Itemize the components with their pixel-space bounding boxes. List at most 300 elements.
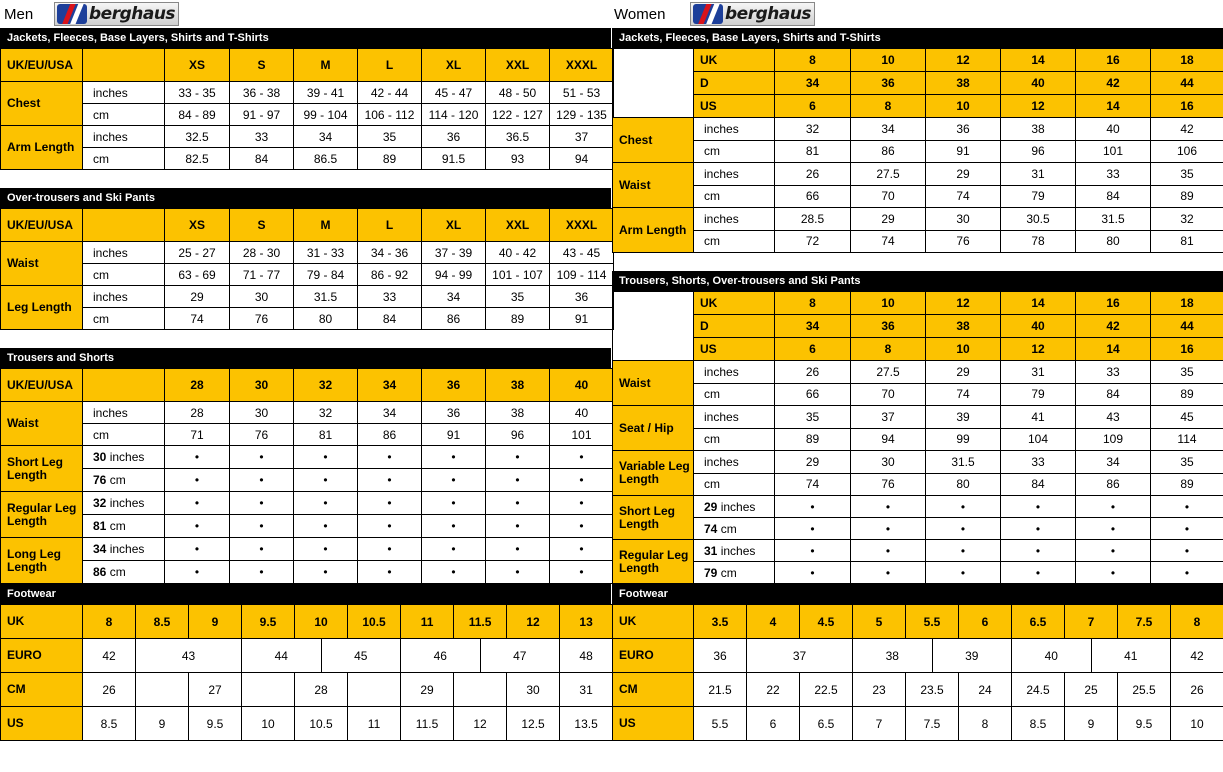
us-size: 8.5 bbox=[83, 707, 136, 741]
measure-row bbox=[613, 451, 1223, 474]
measure-row bbox=[1, 148, 614, 170]
table-cell: cm bbox=[83, 424, 165, 446]
fit-dot: • bbox=[422, 515, 486, 538]
fit-dot: • bbox=[1001, 562, 1076, 584]
row-label: Waist bbox=[613, 361, 694, 406]
size-system-label: US bbox=[694, 338, 775, 361]
size-value: 42 bbox=[1076, 72, 1151, 95]
table-cell: 33 bbox=[1076, 361, 1151, 384]
fit-dot: • bbox=[358, 469, 422, 492]
fit-dot: • bbox=[230, 561, 294, 584]
unit-label: cm bbox=[694, 185, 775, 208]
women-footwear-table bbox=[612, 604, 1223, 741]
table-cell: 89 bbox=[775, 428, 851, 451]
fit-dot: • bbox=[486, 561, 550, 584]
table-cell: 76 bbox=[926, 230, 1001, 253]
size-header: 38 bbox=[486, 369, 550, 402]
size-system-label: D bbox=[694, 72, 775, 95]
size-value: 44 bbox=[1151, 315, 1223, 338]
header-row bbox=[1, 209, 614, 242]
table-cell: 34 bbox=[358, 402, 422, 424]
leg-length-unit bbox=[83, 492, 165, 515]
table-cell: 45 - 47 bbox=[422, 82, 486, 104]
footwear-uk-row bbox=[613, 605, 1223, 639]
men-trousers-title: Trousers and Shorts bbox=[0, 348, 611, 368]
us-size: 11.5 bbox=[401, 707, 454, 741]
table-cell: 99 - 104 bbox=[294, 104, 358, 126]
unit-label: inches bbox=[694, 118, 775, 141]
table-cell: 30 bbox=[926, 208, 1001, 231]
table-cell: 122 - 127 bbox=[486, 104, 550, 126]
table-cell: 27.5 bbox=[851, 361, 926, 384]
fit-dot: • bbox=[165, 446, 230, 469]
women-gender-label: Women bbox=[614, 5, 666, 23]
table-cell: 36.5 bbox=[486, 126, 550, 148]
men-footwear-table bbox=[0, 604, 613, 741]
table-cell: 38 bbox=[1001, 118, 1076, 141]
uk-size: 8 bbox=[83, 605, 136, 639]
size-value: 8 bbox=[775, 292, 851, 315]
size-value: 14 bbox=[1001, 49, 1076, 72]
table-cell: 70 bbox=[851, 185, 926, 208]
size-value: 34 bbox=[775, 315, 851, 338]
footwear-label: UK bbox=[1, 605, 83, 639]
size-value: 12 bbox=[926, 292, 1001, 315]
header-row bbox=[1, 369, 614, 402]
fit-dot: • bbox=[775, 562, 851, 584]
table-cell: 33 bbox=[1001, 451, 1076, 474]
leg-length-value: 74 bbox=[704, 521, 718, 536]
fit-dot: • bbox=[486, 446, 550, 469]
size-value: 8 bbox=[851, 95, 926, 118]
table-cell: 25 - 27 bbox=[165, 242, 230, 264]
table-cell: 86 bbox=[358, 424, 422, 446]
cm-size: 23.5 bbox=[906, 673, 959, 707]
table-cell: 74 bbox=[926, 185, 1001, 208]
table-cell: 84 bbox=[1076, 383, 1151, 406]
table-cell: 89 bbox=[358, 148, 422, 170]
us-size: 5.5 bbox=[694, 707, 747, 741]
fit-dot: • bbox=[926, 496, 1001, 518]
size-header: 28 bbox=[165, 369, 230, 402]
fit-dot: • bbox=[230, 492, 294, 515]
leg-row bbox=[1, 446, 614, 469]
table-cell: 74 bbox=[926, 383, 1001, 406]
table-cell: 80 bbox=[926, 473, 1001, 496]
table-cell: inches bbox=[83, 402, 165, 424]
size-value: 38 bbox=[926, 315, 1001, 338]
table-cell: 79 bbox=[1001, 383, 1076, 406]
leg-label: Short Leg Length bbox=[613, 496, 694, 540]
cm-empty bbox=[348, 673, 401, 707]
table-cell: 86 bbox=[851, 140, 926, 163]
leg-length-unit bbox=[83, 561, 165, 584]
cm-size: 23 bbox=[853, 673, 906, 707]
fit-dot: • bbox=[294, 492, 358, 515]
table-cell: 32 bbox=[294, 402, 358, 424]
measure-row bbox=[613, 361, 1223, 384]
uk-size: 7 bbox=[1065, 605, 1118, 639]
size-header: S bbox=[230, 209, 294, 242]
size-row-d bbox=[613, 72, 1223, 95]
unit-label: inches bbox=[694, 208, 775, 231]
euro-size: 36 bbox=[694, 639, 747, 673]
unit-label: inches bbox=[83, 286, 165, 308]
measure-row bbox=[1, 286, 614, 308]
fit-dot: • bbox=[358, 538, 422, 561]
leg-length-unit bbox=[694, 496, 775, 518]
table-cell: 40 - 42 bbox=[486, 242, 550, 264]
berghaus-logo-icon bbox=[693, 4, 723, 24]
table-cell: 91 bbox=[926, 140, 1001, 163]
size-header: 34 bbox=[358, 369, 422, 402]
leg-length-value: 29 bbox=[704, 499, 718, 514]
size-header: L bbox=[358, 49, 422, 82]
unit-label: cm bbox=[83, 308, 165, 330]
fit-dot: • bbox=[165, 538, 230, 561]
table-cell: 28.5 bbox=[775, 208, 851, 231]
table-cell: 42 - 44 bbox=[358, 82, 422, 104]
size-row-d bbox=[613, 315, 1223, 338]
footwear-label: CM bbox=[613, 673, 694, 707]
uk-size: 3.5 bbox=[694, 605, 747, 639]
footwear-label: EURO bbox=[613, 639, 694, 673]
fit-dot: • bbox=[422, 469, 486, 492]
men-trousers-table bbox=[0, 368, 614, 584]
table-cell: 82.5 bbox=[165, 148, 230, 170]
table-cell: 34 - 36 bbox=[358, 242, 422, 264]
table-cell: 35 bbox=[358, 126, 422, 148]
leg-length-unit bbox=[694, 562, 775, 584]
measure-row bbox=[613, 118, 1223, 141]
measure-row bbox=[1, 264, 614, 286]
size-header: 30 bbox=[230, 369, 294, 402]
us-size: 9.5 bbox=[1118, 707, 1171, 741]
size-value: 10 bbox=[926, 338, 1001, 361]
table-cell: 31 - 33 bbox=[294, 242, 358, 264]
table-cell: 76 bbox=[230, 424, 294, 446]
size-system-label: UK/EU/USA bbox=[1, 49, 83, 82]
cm-size: 28 bbox=[295, 673, 348, 707]
table-cell: 91 bbox=[550, 308, 614, 330]
table-cell: 80 bbox=[1076, 230, 1151, 253]
size-value: 16 bbox=[1076, 49, 1151, 72]
row-label: Waist bbox=[1, 402, 83, 446]
fit-dot: • bbox=[851, 496, 926, 518]
leg-row bbox=[613, 518, 1223, 540]
measure-row bbox=[613, 140, 1223, 163]
table-cell: 33 - 35 bbox=[165, 82, 230, 104]
size-value: 6 bbox=[775, 95, 851, 118]
cm-size: 29 bbox=[401, 673, 454, 707]
leg-length-unit bbox=[83, 538, 165, 561]
table-cell: 109 bbox=[1076, 428, 1151, 451]
leg-length-unit-text: cm bbox=[109, 519, 126, 533]
cm-empty bbox=[242, 673, 295, 707]
size-value: 10 bbox=[926, 95, 1001, 118]
fit-dot: • bbox=[422, 538, 486, 561]
men-gender-label: Men bbox=[4, 5, 34, 23]
leg-label: Long Leg Length bbox=[1, 538, 83, 584]
men-overtrousers-title: Over-trousers and Ski Pants bbox=[0, 188, 611, 208]
size-header: S bbox=[230, 49, 294, 82]
uk-size: 5.5 bbox=[906, 605, 959, 639]
us-size: 6 bbox=[747, 707, 800, 741]
fit-dot: • bbox=[550, 515, 614, 538]
table-cell: 33 bbox=[1076, 163, 1151, 186]
euro-size: 41 bbox=[1091, 639, 1171, 673]
footwear-cm-row bbox=[1, 673, 613, 707]
leg-length-unit bbox=[83, 446, 165, 469]
leg-length-unit bbox=[83, 515, 165, 538]
size-value: 40 bbox=[1001, 315, 1076, 338]
fit-dot: • bbox=[550, 469, 614, 492]
berghaus-logo: berghaus bbox=[54, 2, 179, 26]
fit-dot: • bbox=[486, 469, 550, 492]
uk-size: 5 bbox=[853, 605, 906, 639]
leg-length-unit-text: inches bbox=[109, 542, 145, 556]
euro-size: 48 bbox=[560, 639, 613, 673]
table-cell: 31 bbox=[1001, 361, 1076, 384]
table-cell: 89 bbox=[1151, 473, 1223, 496]
size-value: 40 bbox=[1001, 72, 1076, 95]
size-value: 8 bbox=[775, 49, 851, 72]
us-size: 7 bbox=[853, 707, 906, 741]
measure-row bbox=[1, 82, 614, 104]
fit-dot: • bbox=[358, 492, 422, 515]
euro-size: 38 bbox=[853, 639, 933, 673]
size-value: 10 bbox=[851, 49, 926, 72]
unit-label: cm bbox=[83, 104, 165, 126]
table-cell: 27.5 bbox=[851, 163, 926, 186]
fit-dot: • bbox=[550, 561, 614, 584]
size-header: XXL bbox=[486, 209, 550, 242]
fit-dot: • bbox=[1076, 540, 1151, 562]
unit-label: cm bbox=[83, 148, 165, 170]
fit-dot: • bbox=[422, 446, 486, 469]
cm-size: 26 bbox=[1171, 673, 1223, 707]
table-cell: 101 bbox=[550, 424, 614, 446]
table-cell: 63 - 69 bbox=[165, 264, 230, 286]
table-cell bbox=[83, 49, 165, 82]
table-cell: 81 bbox=[775, 140, 851, 163]
us-size: 10 bbox=[242, 707, 295, 741]
size-header: XS bbox=[165, 209, 230, 242]
table-cell: 104 bbox=[1001, 428, 1076, 451]
leg-label: Short Leg Length bbox=[1, 446, 83, 492]
leg-row bbox=[1, 492, 614, 515]
footwear-label: US bbox=[1, 707, 83, 741]
footwear-label: EURO bbox=[1, 639, 83, 673]
footwear-euro-row bbox=[613, 639, 1223, 673]
table-cell: 48 - 50 bbox=[486, 82, 550, 104]
footwear-uk-row bbox=[1, 605, 613, 639]
table-cell: 66 bbox=[775, 383, 851, 406]
fit-dot: • bbox=[358, 561, 422, 584]
leg-length-unit-text: cm bbox=[720, 521, 737, 536]
size-value: 44 bbox=[1151, 72, 1223, 95]
size-value: 14 bbox=[1076, 338, 1151, 361]
table-cell: 31.5 bbox=[1076, 208, 1151, 231]
size-header: L bbox=[358, 209, 422, 242]
size-value: 10 bbox=[851, 292, 926, 315]
leg-row bbox=[1, 469, 614, 492]
table-cell: 101 bbox=[1076, 140, 1151, 163]
berghaus-logo-icon bbox=[57, 4, 87, 24]
size-system-label: UK/EU/USA bbox=[1, 209, 83, 242]
fit-dot: • bbox=[851, 562, 926, 584]
leg-length-value: 79 bbox=[704, 565, 718, 580]
table-cell: 30 bbox=[851, 451, 926, 474]
cm-size: 24.5 bbox=[1012, 673, 1065, 707]
table-cell: 106 - 112 bbox=[358, 104, 422, 126]
size-value: 16 bbox=[1076, 292, 1151, 315]
fit-dot: • bbox=[775, 518, 851, 540]
size-system-label: UK bbox=[694, 292, 775, 315]
fit-dot: • bbox=[422, 561, 486, 584]
leg-label: Regular Leg Length bbox=[613, 540, 694, 584]
size-value: 8 bbox=[851, 338, 926, 361]
size-system-label: UK bbox=[694, 49, 775, 72]
fit-dot: • bbox=[358, 446, 422, 469]
size-value: 36 bbox=[851, 315, 926, 338]
leg-row bbox=[613, 562, 1223, 584]
table-cell: 37 bbox=[550, 126, 614, 148]
cm-size: 24 bbox=[959, 673, 1012, 707]
fit-dot: • bbox=[294, 446, 358, 469]
us-size: 11 bbox=[348, 707, 401, 741]
fit-dot: • bbox=[1076, 496, 1151, 518]
fit-dot: • bbox=[1076, 518, 1151, 540]
leg-row bbox=[1, 561, 614, 584]
table-cell: 26 bbox=[775, 361, 851, 384]
table-cell: 71 bbox=[165, 424, 230, 446]
unit-label: cm bbox=[694, 140, 775, 163]
table-cell: 29 bbox=[775, 451, 851, 474]
women-jackets-table bbox=[612, 48, 1223, 253]
euro-size: 45 bbox=[321, 639, 401, 673]
table-cell: 35 bbox=[1151, 163, 1223, 186]
fit-dot: • bbox=[851, 518, 926, 540]
uk-size: 11.5 bbox=[454, 605, 507, 639]
leg-row bbox=[1, 515, 614, 538]
table-cell: 109 - 114 bbox=[550, 264, 614, 286]
size-header: XL bbox=[422, 209, 486, 242]
size-value: 14 bbox=[1076, 95, 1151, 118]
cm-size: 26 bbox=[83, 673, 136, 707]
table-cell: 28 bbox=[165, 402, 230, 424]
size-header: M bbox=[294, 49, 358, 82]
fit-dot: • bbox=[1151, 540, 1223, 562]
leg-length-value: 81 bbox=[93, 519, 107, 533]
size-row-us bbox=[613, 95, 1223, 118]
us-size: 9 bbox=[1065, 707, 1118, 741]
row-label: Variable Leg Length bbox=[613, 451, 694, 496]
us-size: 8 bbox=[959, 707, 1012, 741]
size-value: 36 bbox=[851, 72, 926, 95]
table-cell: 80 bbox=[294, 308, 358, 330]
fit-dot: • bbox=[165, 561, 230, 584]
leg-length-unit bbox=[83, 469, 165, 492]
footwear-label: UK bbox=[613, 605, 694, 639]
table-cell: 74 bbox=[851, 230, 926, 253]
cm-size: 21.5 bbox=[694, 673, 747, 707]
table-cell: 94 bbox=[851, 428, 926, 451]
fit-dot: • bbox=[851, 540, 926, 562]
table-cell: 76 bbox=[851, 473, 926, 496]
fit-dot: • bbox=[165, 469, 230, 492]
table-cell bbox=[83, 209, 165, 242]
euro-size: 40 bbox=[1012, 639, 1092, 673]
row-label: Arm Length bbox=[613, 208, 694, 253]
header-row bbox=[1, 49, 614, 82]
euro-size: 43 bbox=[136, 639, 242, 673]
table-cell: 78 bbox=[1001, 230, 1076, 253]
fit-dot: • bbox=[550, 492, 614, 515]
table-cell: 35 bbox=[486, 286, 550, 308]
table-cell: 81 bbox=[294, 424, 358, 446]
table-cell: 35 bbox=[775, 406, 851, 429]
cm-size: 31 bbox=[560, 673, 613, 707]
table-cell: 33 bbox=[358, 286, 422, 308]
row-label: Seat / Hip bbox=[613, 406, 694, 451]
unit-label: inches bbox=[83, 126, 165, 148]
table-cell: 94 - 99 bbox=[422, 264, 486, 286]
table-cell: 89 bbox=[1151, 383, 1223, 406]
table-cell: 91 - 97 bbox=[230, 104, 294, 126]
size-value: 18 bbox=[1151, 49, 1223, 72]
fit-dot: • bbox=[165, 492, 230, 515]
uk-size: 10 bbox=[295, 605, 348, 639]
measure-row bbox=[613, 473, 1223, 496]
measure-row bbox=[613, 185, 1223, 208]
footwear-label: US bbox=[613, 707, 694, 741]
us-size: 9.5 bbox=[189, 707, 242, 741]
size-header: XXL bbox=[486, 49, 550, 82]
table-cell: 86 bbox=[422, 308, 486, 330]
table-cell: 30.5 bbox=[1001, 208, 1076, 231]
table-cell: 32.5 bbox=[165, 126, 230, 148]
euro-size: 37 bbox=[747, 639, 853, 673]
table-cell: 29 bbox=[851, 208, 926, 231]
berghaus-logo: berghaus bbox=[690, 2, 815, 26]
leg-length-unit-text: inches bbox=[720, 543, 756, 558]
uk-size: 7.5 bbox=[1118, 605, 1171, 639]
size-value: 42 bbox=[1076, 315, 1151, 338]
euro-size: 46 bbox=[401, 639, 481, 673]
table-cell: 41 bbox=[1001, 406, 1076, 429]
fit-dot: • bbox=[550, 538, 614, 561]
table-cell: 35 bbox=[1151, 451, 1223, 474]
unit-label: inches bbox=[694, 406, 775, 429]
measure-row bbox=[1, 104, 614, 126]
unit-label: cm bbox=[694, 473, 775, 496]
men-overtrousers-table bbox=[0, 208, 614, 330]
size-header: 32 bbox=[294, 369, 358, 402]
leg-length-unit-text: inches bbox=[109, 496, 145, 510]
fit-dot: • bbox=[294, 538, 358, 561]
table-cell: 96 bbox=[1001, 140, 1076, 163]
fit-dot: • bbox=[294, 561, 358, 584]
table-cell: 91.5 bbox=[422, 148, 486, 170]
size-value: 16 bbox=[1151, 338, 1223, 361]
euro-size: 47 bbox=[480, 639, 560, 673]
size-value: 12 bbox=[1001, 338, 1076, 361]
blank-corner bbox=[613, 292, 694, 361]
euro-size: 42 bbox=[1171, 639, 1223, 673]
fit-dot: • bbox=[486, 515, 550, 538]
leg-length-unit-text: inches bbox=[109, 450, 145, 464]
